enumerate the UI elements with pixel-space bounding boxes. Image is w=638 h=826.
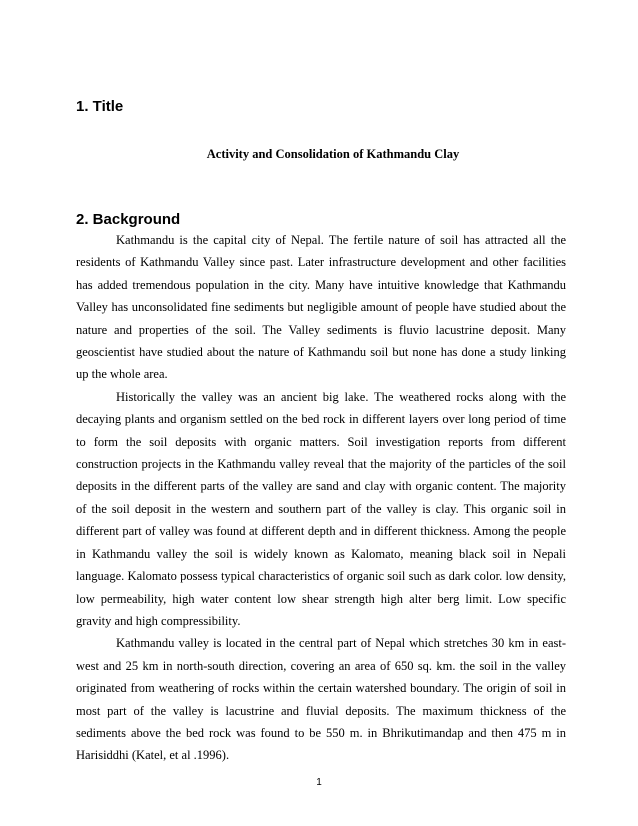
- paragraph: Kathmandu is the capital city of Nepal. The fertile nature of soil has attracted all the residents of Kathmandu Valley since past. Later infrastructure development and other facilities has added tremendous population in the city. Many have intuitive knowledge that Kathmandu Valley has unconsolidated fine sediments but negligible amount of people have studied about the nature and properties of the soil. The Valley sediments is fluvio lacustrine deposit. Many geoscientist have studied about the nature of Kathmandu soil but none has done a study linking up the whole area.: [76, 233, 566, 382]
- document-title: Activity and Consolidation of Kathmandu Clay: [206, 147, 460, 161]
- page-number: 1: [316, 777, 322, 788]
- background-body: [76, 229, 566, 767]
- section-heading-background: 2. Background: [76, 211, 181, 228]
- paragraph: Historically the valley was an ancient big lake. The weathered rocks along with the decaying plants and organism settled on the bed rock in different layers over long period of time to form the soil deposits with organic matters. Soil investigation reports from different construction projects in the Kathmandu valley reveal that the majority of the particles of the soil deposits in the different parts of the valley are sand and clay with organic content. The majority of the soil deposit in the western and southern part of the valley is clay. This organic soil in different part of valley was found at different depth and in different thickness. Among the people in Kathmandu valley the soil is widely known as Kalomato, meaning black soil in Nepali language. Kalomato possess typical characteristics of organic soil such as dark color. low density, low permeability, high water content low shear strength high alter berg limit. Low specific gravity and high compressibility.: [76, 389, 566, 628]
- section-heading-title: 1. Title: [76, 98, 124, 115]
- paragraph: Kathmandu valley is located in the central part of Nepal which stretches 30 km in east-west and 25 km in north-south direction, covering an area of 650 sq. km. the soil in the valley originated from weathering of rocks within the certain watershed boundary. The origin of soil in most part of the valley is lacustrine and fluvial deposits. The maximum thickness of the sediments above the bed rock was found to be 550 m. in Bhrikutimandap and then 475 m in Harisiddhi (Katel, et al .1996).: [76, 636, 566, 763]
